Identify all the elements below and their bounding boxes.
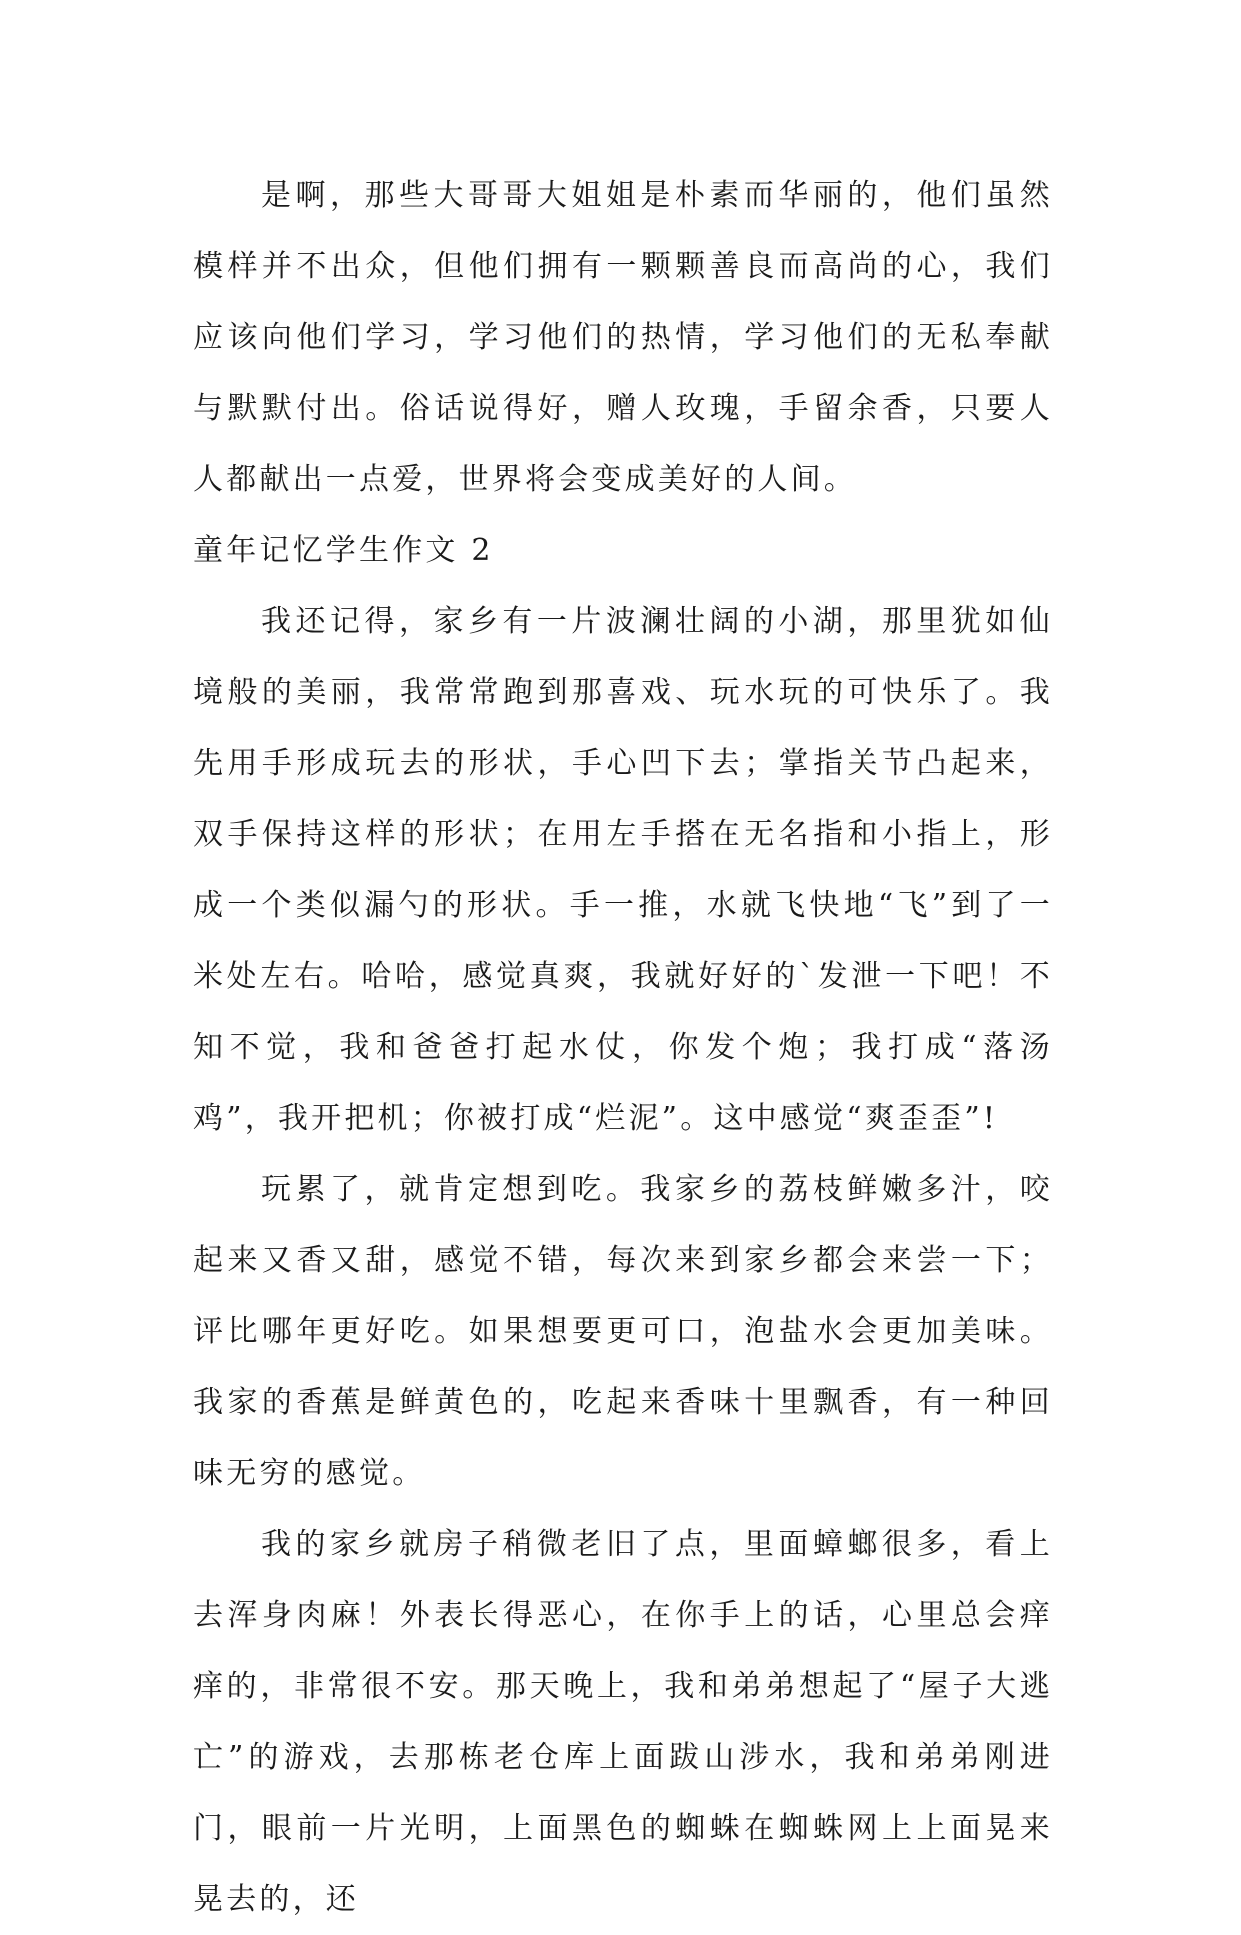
section-heading: 童年记忆学生作文 2 (193, 533, 494, 568)
paragraph-3: 玩累了，就肯定想到吃。我家乡的荔枝鲜嫩多汁，咬起来又香又甜，感觉不错，每次来到家乡都会来尝一下；评比哪年更好吃。如果想要更可口，泡盐水会更加美味。我家的香蕉是鲜黄色的，吃起来香味十里飘香，有一种回味无穷的感觉。 (193, 1172, 1053, 1491)
paragraph-4: 我的家乡就房子稍微老旧了点，里面蟑螂很多，看上去浑身肉麻！外表长得恶心，在你手上的话，心里总会痒痒的，非常很不安。那天晚上，我和弟弟想起了“屋子大逃亡”的游戏，去那栋老仓库上面跋山涉水，我和弟弟刚进门，眼前一片光明，上面黑色的蜘蛛在蜘蛛网上上面晃来晃去的，还 (193, 1527, 1053, 1917)
paragraph-1: 是啊，那些大哥哥大姐姐是朴素而华丽的，他们虽然模样并不出众，但他们拥有一颗颗善良而高尚的心，我们应该向他们学习，学习他们的热情，学习他们的无私奉献与默默付出。俗话说得好，赠人玫瑰，手留余香，只要人人都献出一点爱，世界将会变成美好的人间。 (193, 178, 1053, 497)
document-body (193, 160, 1053, 1935)
paragraph-2: 我还记得，家乡有一片波澜壮阔的小湖，那里犹如仙境般的美丽，我常常跑到那喜戏、玩水玩的可快乐了。我先用手形成玩去的形状，手心凹下去；掌指关节凸起来，双手保持这样的形状；在用左手搭在无名指和小指上，形成一个类似漏勺的形状。手一推，水就飞快地“飞”到了一米处左右。哈哈，感觉真爽，我就好好的`发泄一下吧！不知不觉，我和爸爸打起水仗，你发个炮；我打成“落汤鸡”，我开把机；你被打成“烂泥”。这中感觉“爽歪歪”! (193, 604, 1053, 1136)
